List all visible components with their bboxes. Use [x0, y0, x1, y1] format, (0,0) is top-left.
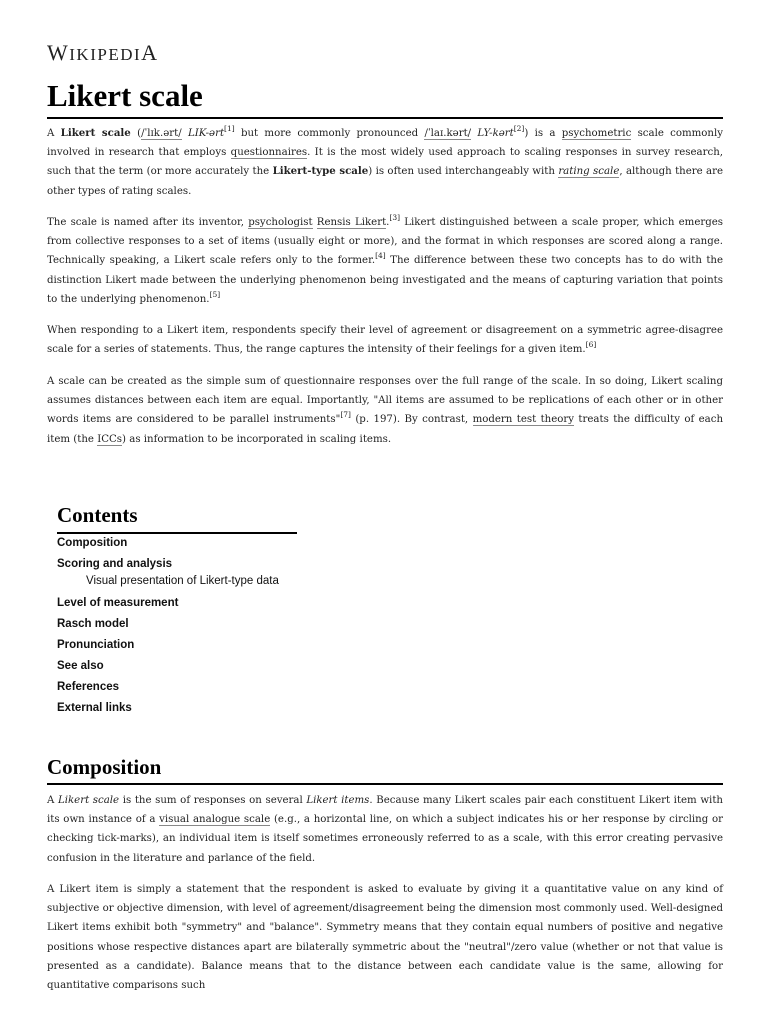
citation-1[interactable]: [1] [224, 124, 235, 133]
section-heading-composition: Composition [47, 755, 162, 779]
toc-item-see-also[interactable]: See also [57, 660, 104, 672]
page-title: Likert scale [47, 78, 203, 113]
composition-paragraph-2: A Likert item is simply a statement that the respondent is asked to evaluate by giving it a quantitative value on any kind of subjective or objective dimension, with level of agreement/disagreement being the dimension most commonly used. Well-designed Likert items exhibit both "symmetry" and "balance". Symmetry means that they contain equal numbers of positive and negative positions whose respective distances apart are bilaterally symmetric about the "neutral"/zero value (whether or not that value is presented as a candidate). Balance means that to the distance between each candidate value is the same, allowing for quantitative comparisons such [47, 884, 723, 992]
toc-heading: Contents [57, 503, 138, 527]
toc-divider [57, 532, 297, 534]
section-divider [47, 783, 723, 785]
bold-term: Likert-type scale [272, 165, 369, 178]
link-modern-test-theory[interactable]: modern test theory [472, 414, 575, 426]
toc-item-level-of-measurement[interactable]: Level of measurement [57, 597, 179, 609]
table-of-contents [57, 500, 297, 714]
link-iccs[interactable]: ICCs [97, 433, 123, 445]
toc-item-external-links[interactable]: External links [57, 702, 132, 714]
link-rensis-likert[interactable]: Rensis Likert [316, 217, 387, 228]
title-divider [47, 117, 723, 119]
link-questionnaires[interactable]: questionnaires [230, 147, 308, 159]
lead-paragraph-1: A Likert scale (/ˈlɪk.ərt/ LIK-ərt[1] but more commonly pronounced /ˈlaɪ.kərt/ LY-kərt[2]) is a psychometric scale commonly involved in research that employs questionnaires. It is the most widely used approach to scaling responses in survey research, such that the term (or more accurately the Likert-type scale) is often used interchangeably with rating scale, although there are other types of rating scales. [47, 124, 724, 197]
link-visual-analogue-scale[interactable]: visual analogue scale [159, 814, 271, 826]
lead-paragraph-4: A scale can be created as the simple sum of questionnaire responses over the full range of the scale. In so doing, Likert scaling assumes distances between each item are equal. Importantly, "All items are assumed to be replications of each other or in other words items are considered to be parallel instruments"[7] (p. 197). By contrast, modern test theory treats the difficulty of each item (the ICCs) as information to be incorporated in scaling items. [47, 376, 724, 445]
wikipedia-wordmark[interactable]: WIKIPEDIA [47, 40, 159, 65]
lead-paragraph-3: When responding to a Likert item, respondents specify their level of agreement or disagreement on a symmetric agree-disagree scale for a series of statements. Thus, the range captures the intensity of their feelings for a given item.[6] [47, 325, 723, 356]
citation-5[interactable]: [5] [209, 289, 221, 299]
citation-6[interactable]: [6] [585, 340, 597, 350]
respelling-1: LIK-ərt [187, 128, 225, 139]
citation-4[interactable]: [4] [375, 251, 386, 261]
ipa-link-2[interactable]: /ˈlaɪ.kərt/ [424, 128, 472, 139]
link-rating-scale[interactable]: rating scale [558, 166, 620, 178]
citation-2[interactable]: [2] [513, 124, 525, 133]
toc-item-references[interactable]: References [57, 681, 120, 693]
toc-item-pronunciation[interactable]: Pronunciation [57, 639, 135, 651]
respelling-2: LY-kərt [477, 128, 514, 139]
toc-item-visual-presentation[interactable]: Visual presentation of Likert-type data [86, 575, 279, 587]
citation-7[interactable]: [7] [340, 410, 351, 420]
toc-item-composition[interactable]: Composition [57, 537, 128, 549]
composition-paragraph-1: A Likert scale is the sum of responses on several Likert items. Because many Likert scales pair each constituent Likert item with its own instance of a visual analogue scale (e.g., a horizontal line, on which a subject indicates his or her response by circling or checking tick-marks), an individual item is itself sometimes erroneously referred to as a scale, with this error creating pervasive confusion in the literature and parlance of the field. [47, 795, 723, 864]
link-psychometric[interactable]: psychometric [561, 128, 632, 139]
ipa-link-1[interactable]: /ˈlɪk.ərt/ [141, 128, 182, 139]
lead-paragraph-2: The scale is named after its inventor, psychologist Rensis Likert.[3] Likert distinguished between a scale proper, which emerges from collective responses to a set of items (usually eight or more), and the format in which responses are scored along a range. Technically speaking, a Likert scale refers only to the former.[4] The difference between these two concepts has to do with the distinction Likert made between the underlying phenomenon being investigated and the means of capturing variation that points to the underlying phenomenon.[5] [47, 213, 724, 305]
bold-term: Likert scale [60, 127, 131, 139]
toc-item-scoring-and-analysis[interactable]: Scoring and analysis [57, 558, 173, 570]
link-psychologist[interactable]: psychologist [248, 217, 313, 228]
toc-item-rasch-model[interactable]: Rasch model [57, 618, 129, 630]
citation-3[interactable]: [3] [389, 213, 401, 222]
